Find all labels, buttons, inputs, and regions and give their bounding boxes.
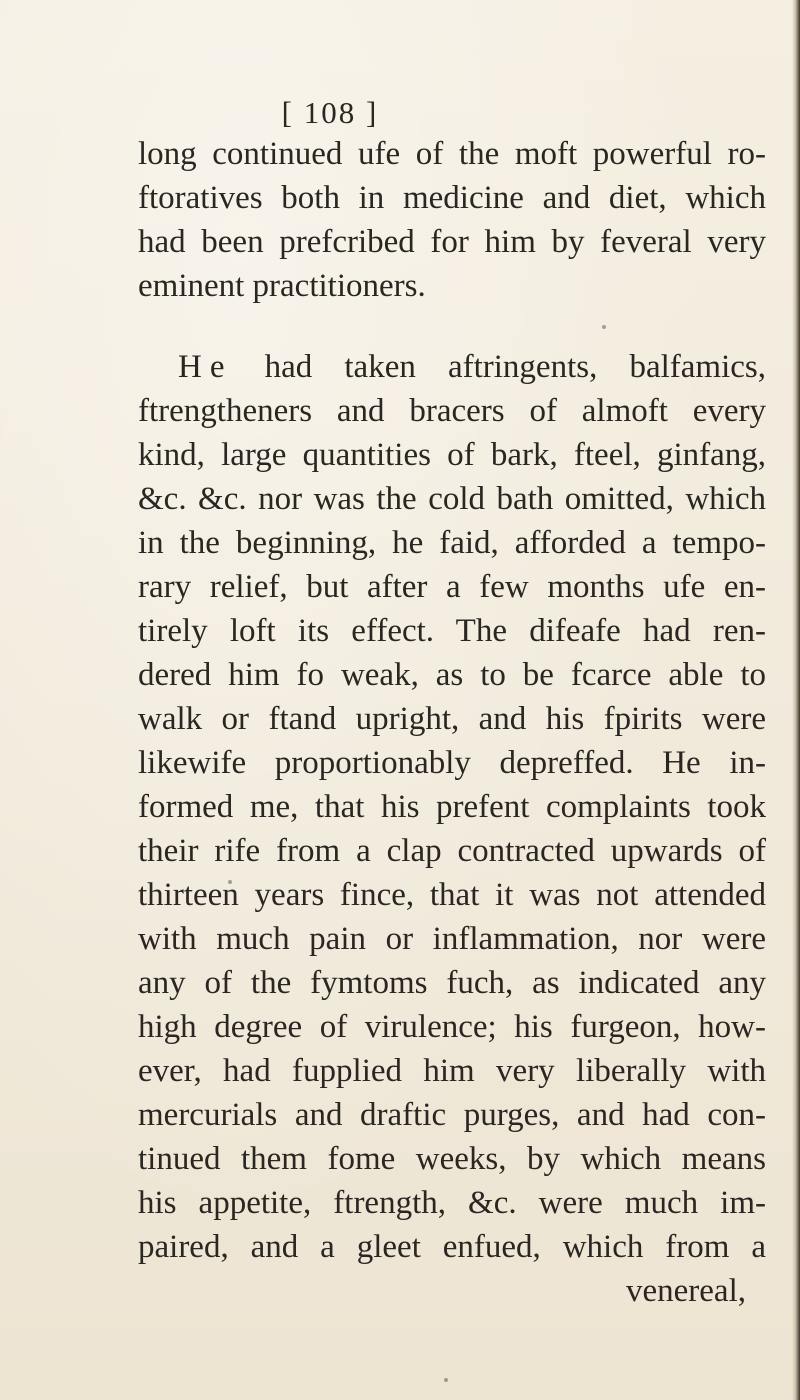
text-line: mercurials and draftic purges, and had con- (138, 1097, 766, 1133)
text-line: tirely loft its effect. The difeafe had ren- (138, 613, 766, 649)
paragraph-1 (138, 132, 766, 308)
text-line: &c. &c. nor was the cold bath omitted, which (138, 481, 766, 517)
text-line: tinued them fome weeks, by which means (138, 1141, 766, 1177)
text-line: any of the fymtoms fuch, as indicated any (138, 965, 766, 1001)
paragraph-2 (138, 345, 766, 1269)
text-line: with much pain or inflammation, nor were (138, 921, 766, 957)
text-line: long continued ufe of the moft powerful ro- (138, 136, 766, 172)
text-line: in the beginning, he faid, afforded a tempo- (138, 525, 766, 561)
text-line: walk or ftand upright, and his fpirits were (138, 701, 766, 737)
text-line: ftoratives both in medicine and diet, which (138, 180, 766, 216)
text-line: likewife proportionably depreffed. He in- (138, 745, 766, 781)
drop-word: He (178, 349, 233, 385)
page-edge-shadow (792, 0, 800, 1400)
text-line: ever, had fupplied him very liberally with (138, 1053, 766, 1089)
text-line: had been prefcribed for him by feveral very (138, 224, 766, 260)
text-line: ftrengtheners and bracers of almoft every (138, 393, 766, 429)
text-line: dered him fo weak, as to be fcarce able to (138, 657, 766, 693)
text-line: thirteen years fince, that it was not attended (138, 877, 766, 913)
text-line: high degree of virulence; his furgeon, how- (138, 1009, 766, 1045)
text-line: paired, and a gleet enfued, which from a (138, 1229, 766, 1265)
text-line: kind, large quantities of bark, fteel, ginfang, (138, 437, 766, 473)
catchword: venereal, (626, 1273, 746, 1309)
page-number-header: [ 108 ] (281, 95, 379, 130)
text-line: formed me, that his prefent complaints took (138, 789, 766, 825)
text-line: his appetite, ftrength, &c. were much im- (138, 1185, 766, 1221)
body-text (138, 132, 766, 1313)
text-line: their rife from a clap contracted upwards of (138, 833, 766, 869)
paragraph-gap (138, 308, 766, 345)
paper-speck (444, 1378, 448, 1382)
text-line-rest: had taken aftringents, balfamics, (264, 349, 766, 385)
text-line: rary relief, but after a few months ufe en- (138, 569, 766, 605)
text-line-first (138, 345, 766, 389)
text-line: eminent practitioners. (138, 268, 426, 304)
